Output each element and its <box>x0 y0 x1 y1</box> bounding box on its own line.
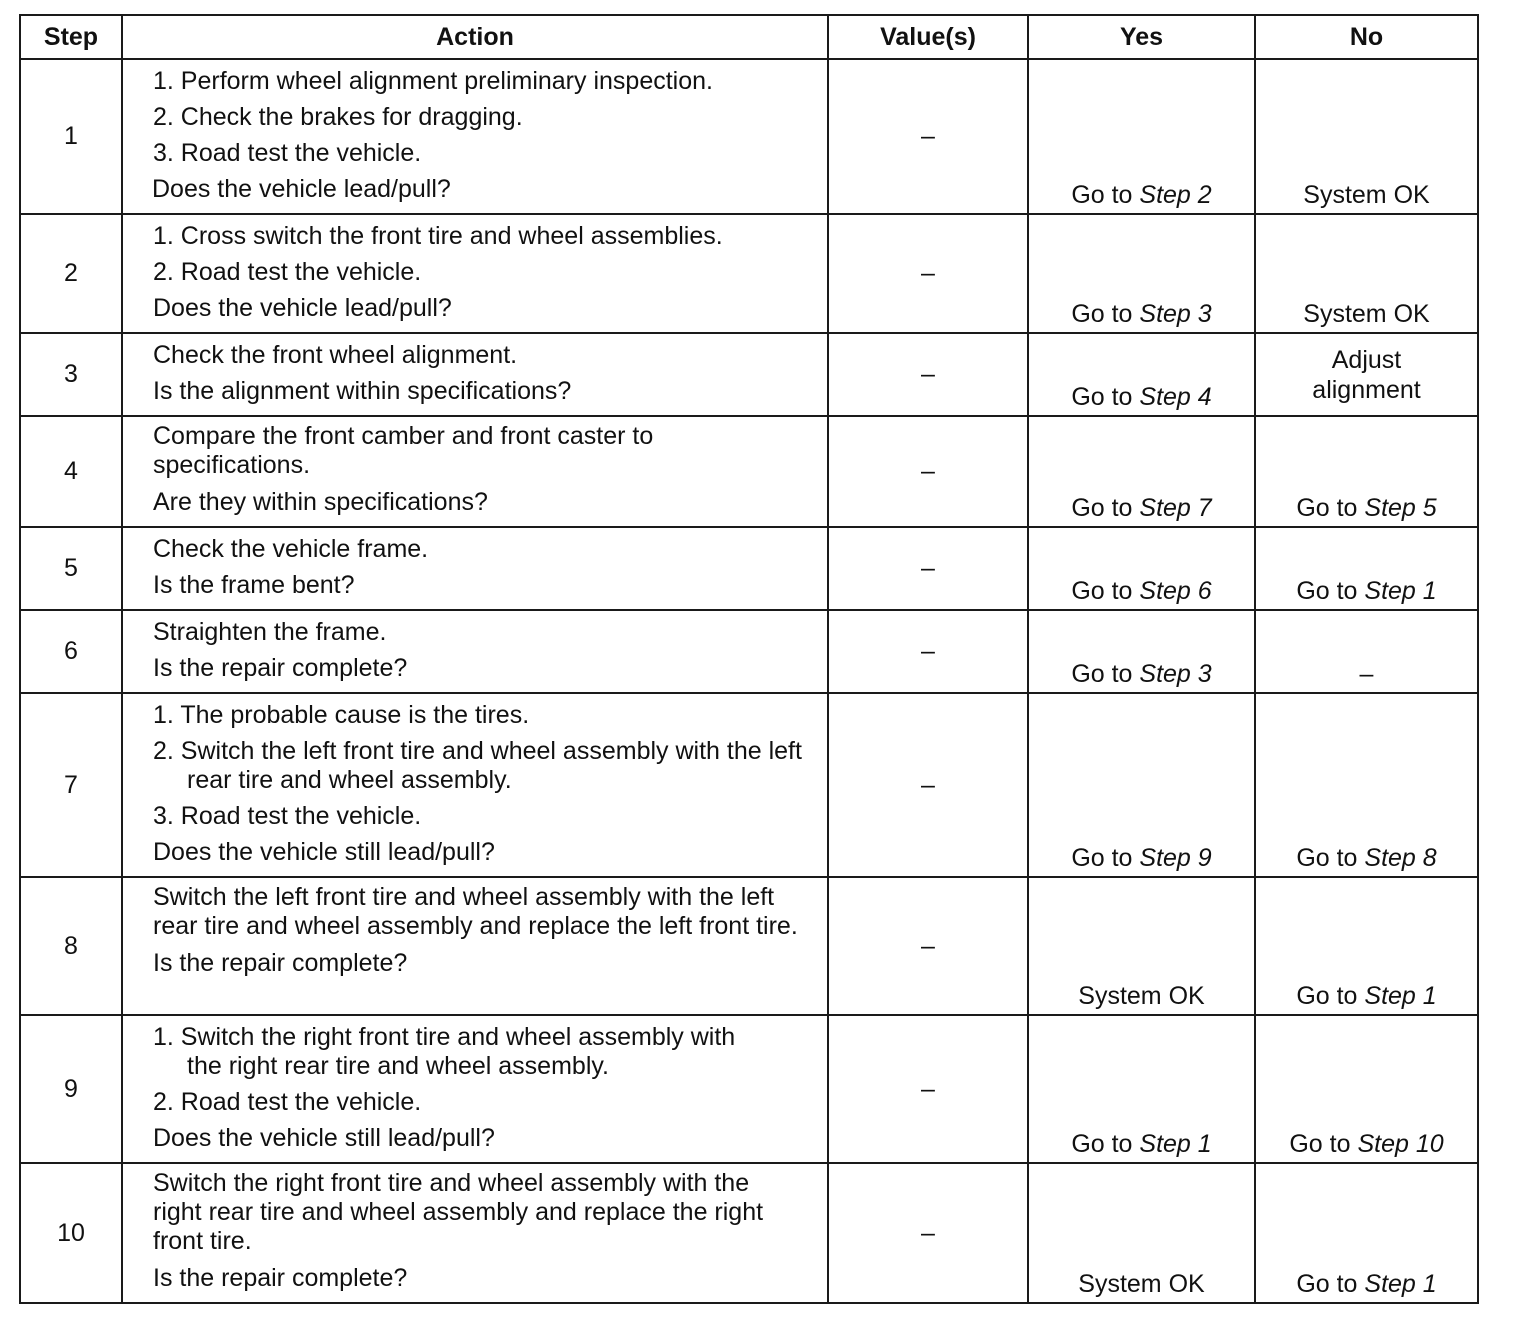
no-cell: Adjust alignment <box>1255 333 1478 416</box>
step-number: 10 <box>20 1163 122 1303</box>
value-cell: – <box>828 59 1028 214</box>
yes-cell: System OK <box>1028 877 1255 1015</box>
action-question: Is the repair complete? <box>153 654 408 682</box>
no-cell <box>1255 693 1478 877</box>
step-number: 2 <box>20 214 122 333</box>
action-item: Straighten the frame. <box>153 618 387 646</box>
table-row <box>20 333 1478 416</box>
diagnostic-table <box>19 14 1479 1304</box>
header-action: Action <box>122 15 828 59</box>
no-step-link: Step 5 <box>1364 494 1437 522</box>
action-question: Does the vehicle lead/pull? <box>152 175 451 203</box>
yes-prefix: Go to <box>1071 181 1140 209</box>
action-cell <box>122 693 828 877</box>
header-values: Value(s) <box>828 15 1028 59</box>
action-question: Is the repair complete? <box>153 1264 408 1292</box>
table-row <box>20 59 1478 214</box>
no-cell <box>1255 1015 1478 1163</box>
value-cell: – <box>828 1015 1028 1163</box>
action-cell <box>122 214 828 333</box>
no-step-link: Step 1 <box>1364 577 1437 605</box>
header-step: Step <box>20 15 122 59</box>
value-cell: – <box>828 693 1028 877</box>
no-prefix: Go to <box>1296 1270 1365 1298</box>
action-item: 2. Switch the left front tire and wheel assembly with the left rear tire and wheel assembly. <box>153 737 802 794</box>
action-item: Compare the front camber and front caster to specifications. <box>153 422 654 479</box>
yes-step-link: Step 3 <box>1139 660 1212 688</box>
action-question: Is the frame bent? <box>153 571 355 599</box>
value-cell: – <box>828 610 1028 693</box>
table-row <box>20 527 1478 610</box>
action-question: Does the vehicle still lead/pull? <box>153 1124 495 1152</box>
yes-cell <box>1028 693 1255 877</box>
yes-cell: System OK <box>1028 1163 1255 1303</box>
yes-step-link: Step 3 <box>1139 300 1212 328</box>
yes-step-link: Step 6 <box>1139 577 1212 605</box>
table-row <box>20 610 1478 693</box>
yes-prefix: Go to <box>1071 1130 1140 1158</box>
header-no: No <box>1255 15 1478 59</box>
no-cell <box>1255 527 1478 610</box>
action-item: 1. The probable cause is the tires. <box>153 701 530 729</box>
no-cell: System OK <box>1255 59 1478 214</box>
no-prefix: Go to <box>1296 577 1365 605</box>
step-number: 8 <box>20 877 122 1015</box>
step-number: 9 <box>20 1015 122 1163</box>
yes-prefix: Go to <box>1071 300 1140 328</box>
yes-step-link: Step 2 <box>1139 181 1212 209</box>
action-item: Switch the left front tire and wheel assembly with the left rear tire and wheel assembly and replace the left front tire. <box>153 883 798 940</box>
yes-step-link: Step 4 <box>1139 383 1212 411</box>
header-row <box>20 15 1478 59</box>
value-cell: – <box>828 877 1028 1015</box>
no-cell: System OK <box>1255 214 1478 333</box>
no-cell: – <box>1255 610 1478 693</box>
no-step-link: Step 10 <box>1357 1130 1444 1158</box>
action-item: Check the front wheel alignment. <box>153 341 518 369</box>
action-item: Switch the right front tire and wheel assembly with the right rear tire and wheel assembly and replace the right front tire. <box>153 1169 764 1255</box>
yes-cell <box>1028 333 1255 416</box>
table-row <box>20 1163 1478 1303</box>
action-cell <box>122 1015 828 1163</box>
yes-cell <box>1028 416 1255 527</box>
yes-prefix: Go to <box>1071 494 1140 522</box>
yes-step-link: Step 9 <box>1139 844 1212 872</box>
step-number: 3 <box>20 333 122 416</box>
table-row <box>20 693 1478 877</box>
table-row <box>20 214 1478 333</box>
no-cell <box>1255 416 1478 527</box>
no-cell <box>1255 877 1478 1015</box>
action-cell <box>122 1163 828 1303</box>
yes-prefix: Go to <box>1071 660 1140 688</box>
action-cell <box>122 527 828 610</box>
header-yes: Yes <box>1028 15 1255 59</box>
value-cell: – <box>828 416 1028 527</box>
no-step-link: Step 1 <box>1364 982 1437 1010</box>
step-number: 5 <box>20 527 122 610</box>
action-cell <box>122 333 828 416</box>
action-item: Check the vehicle frame. <box>153 535 429 563</box>
yes-cell <box>1028 59 1255 214</box>
action-item: 3. Road test the vehicle. <box>153 802 422 830</box>
no-prefix: Go to <box>1296 494 1365 522</box>
yes-step-link: Step 7 <box>1139 494 1212 522</box>
yes-prefix: Go to <box>1071 577 1140 605</box>
step-number: 7 <box>20 693 122 877</box>
no-prefix: Go to <box>1289 1130 1358 1158</box>
no-cell <box>1255 1163 1478 1303</box>
action-cell <box>122 416 828 527</box>
table-row <box>20 1015 1478 1163</box>
action-item: 2. Road test the vehicle. <box>153 1088 422 1116</box>
action-item: 1. Perform wheel alignment preliminary inspection. <box>153 67 713 95</box>
no-step-link: Step 1 <box>1364 1270 1437 1298</box>
table-row <box>20 877 1478 1015</box>
action-item: 1. Switch the right front tire and wheel assembly with the right rear tire and wheel assembly. <box>153 1023 736 1080</box>
action-item: 2. Check the brakes for dragging. <box>153 103 523 131</box>
action-question: Is the repair complete? <box>153 949 408 977</box>
action-question: Does the vehicle lead/pull? <box>153 294 452 322</box>
yes-prefix: Go to <box>1071 383 1140 411</box>
value-cell: – <box>828 1163 1028 1303</box>
yes-cell <box>1028 1015 1255 1163</box>
yes-prefix: Go to <box>1071 844 1140 872</box>
step-number: 1 <box>20 59 122 214</box>
action-question: Are they within specifications? <box>153 488 488 516</box>
action-question: Is the alignment within specifications? <box>153 377 572 405</box>
action-question: Does the vehicle still lead/pull? <box>153 838 495 866</box>
no-step-link: Step 8 <box>1364 844 1437 872</box>
yes-cell <box>1028 527 1255 610</box>
action-cell <box>122 59 828 214</box>
yes-step-link: Step 1 <box>1139 1130 1212 1158</box>
action-item: 1. Cross switch the front tire and wheel assemblies. <box>153 222 723 250</box>
no-prefix: Go to <box>1296 844 1365 872</box>
action-cell <box>122 610 828 693</box>
action-item: 3. Road test the vehicle. <box>153 139 422 167</box>
value-cell: – <box>828 333 1028 416</box>
step-number: 4 <box>20 416 122 527</box>
value-cell: – <box>828 527 1028 610</box>
action-item: 2. Road test the vehicle. <box>153 258 422 286</box>
value-cell: – <box>828 214 1028 333</box>
yes-cell <box>1028 214 1255 333</box>
step-number: 6 <box>20 610 122 693</box>
action-cell <box>122 877 828 1015</box>
table-row <box>20 416 1478 527</box>
no-prefix: Go to <box>1296 982 1365 1010</box>
yes-cell <box>1028 610 1255 693</box>
